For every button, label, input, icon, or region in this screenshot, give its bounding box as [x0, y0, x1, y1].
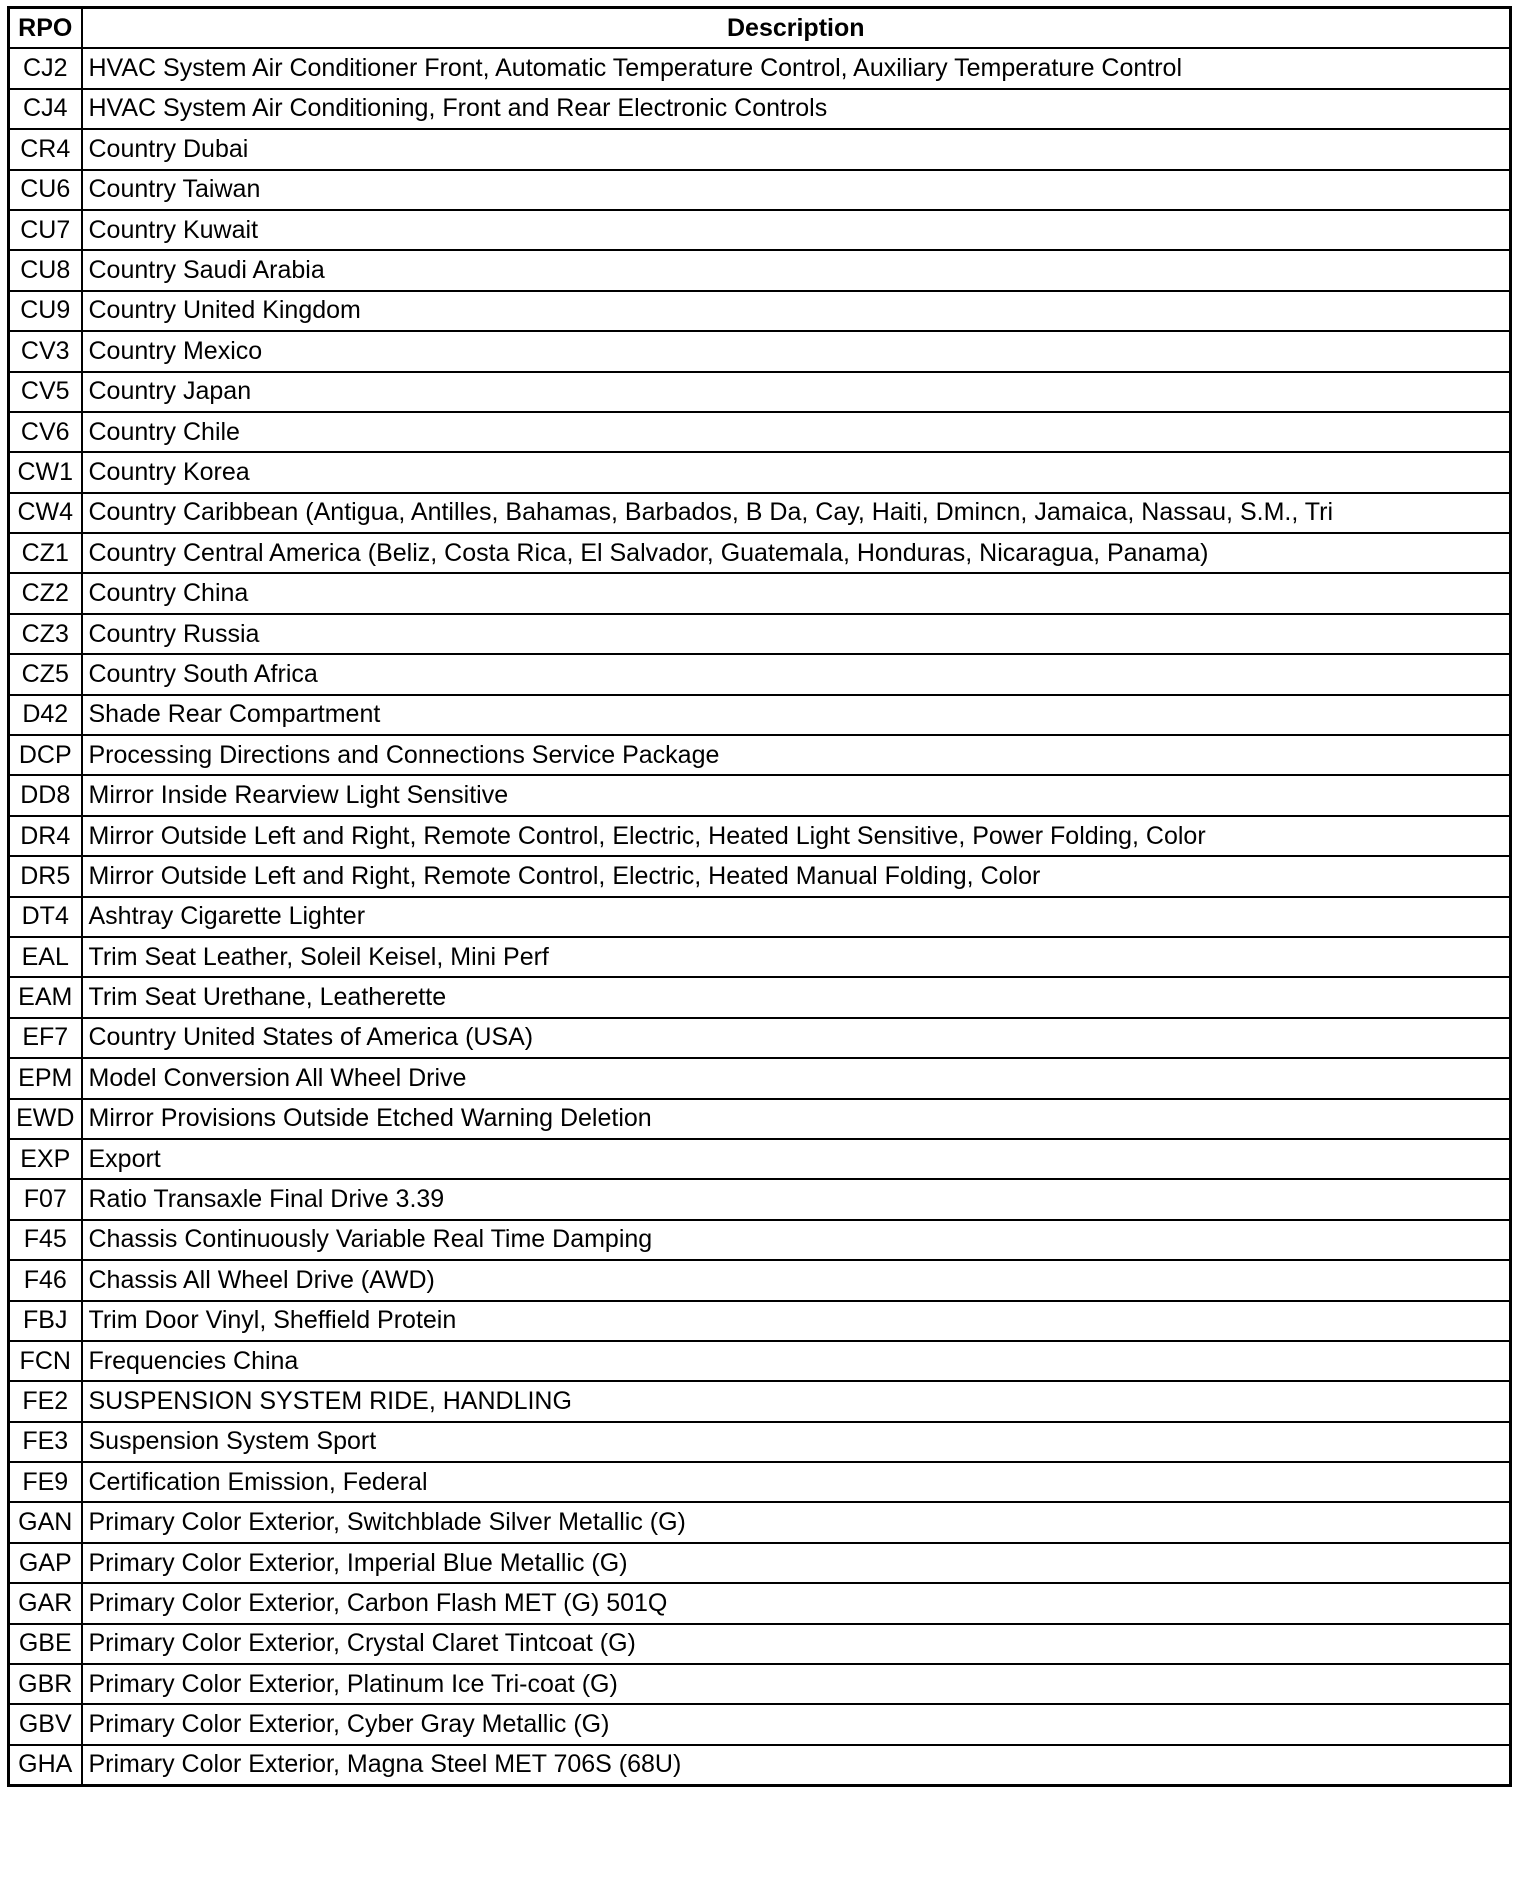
- rpo-code-cell: CV5: [9, 372, 82, 412]
- table-row: [9, 210, 1511, 250]
- table-body: [9, 48, 1511, 1785]
- description-cell: Ashtray Cigarette Lighter: [82, 897, 1511, 937]
- description-cell: Ratio Transaxle Final Drive 3.39: [82, 1179, 1511, 1219]
- table-row: [9, 775, 1511, 815]
- table-row: [9, 654, 1511, 694]
- description-cell: Chassis Continuously Variable Real Time Damping: [82, 1220, 1511, 1260]
- description-cell: Country Korea: [82, 452, 1511, 492]
- table-row: [9, 1099, 1511, 1139]
- rpo-code-cell: EWD: [9, 1099, 82, 1139]
- table-row: [9, 48, 1511, 88]
- description-cell: Country Mexico: [82, 331, 1511, 371]
- rpo-code-cell: CZ2: [9, 573, 82, 613]
- rpo-code-cell: FE9: [9, 1462, 82, 1502]
- rpo-table: [7, 6, 1512, 1787]
- rpo-code-cell: GAR: [9, 1583, 82, 1623]
- rpo-code-cell: GAN: [9, 1502, 82, 1542]
- table-row: [9, 937, 1511, 977]
- rpo-code-cell: F45: [9, 1220, 82, 1260]
- table-row: [9, 816, 1511, 856]
- rpo-code-cell: DT4: [9, 897, 82, 937]
- rpo-code-cell: CV3: [9, 331, 82, 371]
- description-cell: Primary Color Exterior, Imperial Blue Metallic (G): [82, 1543, 1511, 1583]
- description-cell: Country Central America (Beliz, Costa Rica, El Salvador, Guatemala, Honduras, Nicaragua, Panama): [82, 533, 1511, 573]
- description-cell: HVAC System Air Conditioning, Front and Rear Electronic Controls: [82, 89, 1511, 129]
- table-row: [9, 1704, 1511, 1744]
- description-cell: Trim Seat Urethane, Leatherette: [82, 977, 1511, 1017]
- description-cell: Shade Rear Compartment: [82, 695, 1511, 735]
- table-row: [9, 1502, 1511, 1542]
- rpo-table-sheet: [7, 6, 1512, 1787]
- table-row: [9, 412, 1511, 452]
- rpo-code-cell: CZ1: [9, 533, 82, 573]
- rpo-code-cell: CW1: [9, 452, 82, 492]
- table-row: [9, 1220, 1511, 1260]
- description-cell: Mirror Outside Left and Right, Remote Control, Electric, Heated Manual Folding, Color: [82, 856, 1511, 896]
- rpo-code-cell: GBV: [9, 1704, 82, 1744]
- description-cell: Country Japan: [82, 372, 1511, 412]
- rpo-code-cell: F07: [9, 1179, 82, 1219]
- description-cell: Country United Kingdom: [82, 291, 1511, 331]
- description-cell: Processing Directions and Connections Service Package: [82, 735, 1511, 775]
- rpo-code-cell: FE2: [9, 1381, 82, 1421]
- table-row: [9, 291, 1511, 331]
- rpo-code-cell: CZ5: [9, 654, 82, 694]
- table-row: [9, 735, 1511, 775]
- table-row: [9, 452, 1511, 492]
- rpo-code-cell: CV6: [9, 412, 82, 452]
- rpo-code-cell: GHA: [9, 1745, 82, 1786]
- table-row: [9, 1341, 1511, 1381]
- description-cell: Country Taiwan: [82, 170, 1511, 210]
- description-cell: Country Dubai: [82, 129, 1511, 169]
- table-row: [9, 1301, 1511, 1341]
- description-cell: Suspension System Sport: [82, 1422, 1511, 1462]
- table-row: [9, 1422, 1511, 1462]
- table-row: [9, 170, 1511, 210]
- description-cell: Country China: [82, 573, 1511, 613]
- rpo-code-cell: FCN: [9, 1341, 82, 1381]
- table-row: [9, 493, 1511, 533]
- description-cell: Primary Color Exterior, Platinum Ice Tri-coat (G): [82, 1664, 1511, 1704]
- description-cell: Country Chile: [82, 412, 1511, 452]
- rpo-code-cell: GBR: [9, 1664, 82, 1704]
- description-cell: Trim Door Vinyl, Sheffield Protein: [82, 1301, 1511, 1341]
- rpo-code-cell: DR4: [9, 816, 82, 856]
- table-row: [9, 1624, 1511, 1664]
- description-cell: Mirror Outside Left and Right, Remote Control, Electric, Heated Light Sensitive, Power Folding, Color: [82, 816, 1511, 856]
- rpo-code-cell: FE3: [9, 1422, 82, 1462]
- rpo-code-cell: CJ2: [9, 48, 82, 88]
- description-cell: Chassis All Wheel Drive (AWD): [82, 1260, 1511, 1300]
- description-cell: Primary Color Exterior, Cyber Gray Metallic (G): [82, 1704, 1511, 1744]
- description-cell: Country Caribbean (Antigua, Antilles, Bahamas, Barbados, B Da, Cay, Haiti, Dmincn, Jamaica, Nassau, S.M., Tri: [82, 493, 1511, 533]
- rpo-code-cell: DD8: [9, 775, 82, 815]
- description-cell: Country Saudi Arabia: [82, 250, 1511, 290]
- table-row: [9, 1260, 1511, 1300]
- description-cell: Model Conversion All Wheel Drive: [82, 1058, 1511, 1098]
- table-row: [9, 1381, 1511, 1421]
- description-cell: Mirror Provisions Outside Etched Warning Deletion: [82, 1099, 1511, 1139]
- description-cell: Primary Color Exterior, Carbon Flash MET (G) 501Q: [82, 1583, 1511, 1623]
- table-row: [9, 573, 1511, 613]
- table-row: [9, 1058, 1511, 1098]
- description-cell: Primary Color Exterior, Magna Steel MET 706S (68U): [82, 1745, 1511, 1786]
- table-row: [9, 695, 1511, 735]
- description-cell: Primary Color Exterior, Crystal Claret Tintcoat (G): [82, 1624, 1511, 1664]
- description-cell: SUSPENSION SYSTEM RIDE, HANDLING: [82, 1381, 1511, 1421]
- table-row: [9, 897, 1511, 937]
- table-row: [9, 1664, 1511, 1704]
- description-cell: Primary Color Exterior, Switchblade Silver Metallic (G): [82, 1502, 1511, 1542]
- rpo-code-cell: D42: [9, 695, 82, 735]
- table-row: [9, 129, 1511, 169]
- rpo-column-header: RPO: [9, 8, 82, 49]
- rpo-code-cell: EAL: [9, 937, 82, 977]
- table-row: [9, 1745, 1511, 1786]
- rpo-code-cell: GBE: [9, 1624, 82, 1664]
- rpo-code-cell: CJ4: [9, 89, 82, 129]
- rpo-code-cell: EPM: [9, 1058, 82, 1098]
- rpo-code-cell: F46: [9, 1260, 82, 1300]
- table-row: [9, 1179, 1511, 1219]
- table-row: [9, 977, 1511, 1017]
- description-cell: Mirror Inside Rearview Light Sensitive: [82, 775, 1511, 815]
- description-cell: HVAC System Air Conditioner Front, Automatic Temperature Control, Auxiliary Temperature Control: [82, 48, 1511, 88]
- table-row: [9, 1583, 1511, 1623]
- table-row: [9, 1139, 1511, 1179]
- description-cell: Country Russia: [82, 614, 1511, 654]
- rpo-code-cell: CU6: [9, 170, 82, 210]
- rpo-code-cell: DR5: [9, 856, 82, 896]
- description-cell: Country United States of America (USA): [82, 1018, 1511, 1058]
- rpo-code-cell: CU8: [9, 250, 82, 290]
- table-row: [9, 250, 1511, 290]
- rpo-code-cell: CZ3: [9, 614, 82, 654]
- description-column-header: Description: [82, 8, 1511, 49]
- description-cell: Frequencies China: [82, 1341, 1511, 1381]
- table-row: [9, 1462, 1511, 1502]
- description-cell: Country Kuwait: [82, 210, 1511, 250]
- table-row: [9, 331, 1511, 371]
- rpo-code-cell: DCP: [9, 735, 82, 775]
- description-cell: Country South Africa: [82, 654, 1511, 694]
- table-row: [9, 856, 1511, 896]
- rpo-code-cell: GAP: [9, 1543, 82, 1583]
- rpo-code-cell: CU9: [9, 291, 82, 331]
- rpo-code-cell: CR4: [9, 129, 82, 169]
- table-row: [9, 1018, 1511, 1058]
- rpo-code-cell: FBJ: [9, 1301, 82, 1341]
- rpo-code-cell: CW4: [9, 493, 82, 533]
- description-cell: Export: [82, 1139, 1511, 1179]
- table-row: [9, 89, 1511, 129]
- description-cell: Trim Seat Leather, Soleil Keisel, Mini Perf: [82, 937, 1511, 977]
- rpo-code-cell: EF7: [9, 1018, 82, 1058]
- rpo-code-cell: EXP: [9, 1139, 82, 1179]
- description-cell: Certification Emission, Federal: [82, 1462, 1511, 1502]
- table-row: [9, 533, 1511, 573]
- rpo-code-cell: CU7: [9, 210, 82, 250]
- table-row: [9, 1543, 1511, 1583]
- table-header-row: [9, 8, 1511, 49]
- table-row: [9, 372, 1511, 412]
- table-row: [9, 614, 1511, 654]
- rpo-code-cell: EAM: [9, 977, 82, 1017]
